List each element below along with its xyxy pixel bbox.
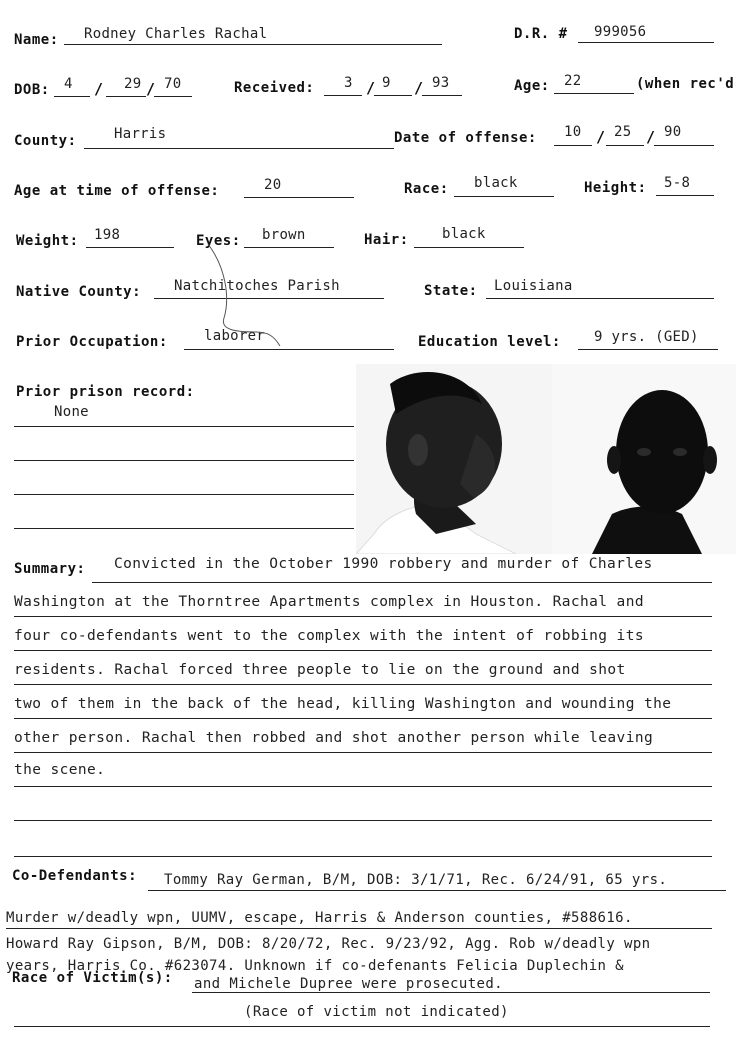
co-defendant-line-4: years, Harris Co. #623074. Unknown if co-defenants Felicia Duplechin & <box>6 958 625 974</box>
summary-underline-4 <box>14 684 712 685</box>
co-defendant-line-5: and Michele Dupree were prosecuted. <box>194 976 504 992</box>
name-label: Name: <box>14 32 59 48</box>
prior-prison-record-value: None <box>54 404 89 420</box>
co-defendants-label: Co-Defendants: <box>12 868 138 884</box>
co-defendant-underline-2 <box>6 928 712 929</box>
summary-line-7: the scene. <box>14 762 106 778</box>
received-day-line <box>374 95 412 96</box>
summary-line-2: Washington at the Thorntree Apartments complex in Houston. Rachal and <box>14 594 644 610</box>
received-day: 9 <box>382 75 391 91</box>
summary-label: Summary: <box>14 561 86 577</box>
received-month: 3 <box>344 75 353 91</box>
prior-prison-record-label: Prior prison record: <box>16 384 195 400</box>
education-level-value: 9 yrs. (GED) <box>594 329 699 345</box>
co-defendant-underline-1 <box>148 890 726 891</box>
dob-year-line <box>154 96 192 97</box>
dr-value: 999056 <box>594 24 647 40</box>
weight-label: Weight: <box>16 233 79 249</box>
county-value: Harris <box>114 126 167 142</box>
dr-underline <box>578 42 714 43</box>
received-label: Received: <box>234 80 315 96</box>
prior-record-line-2 <box>14 460 354 461</box>
eyes-value: brown <box>262 227 306 243</box>
summary-line-5: two of them in the back of the head, killing Washington and wounding the <box>14 696 672 712</box>
height-label: Height: <box>584 180 647 196</box>
race-label: Race: <box>404 181 449 197</box>
profile-mugshot <box>356 364 552 554</box>
height-value: 5-8 <box>664 175 691 191</box>
race-of-victims-underline <box>192 992 710 993</box>
state-label: State: <box>424 283 478 299</box>
dob-month-line <box>54 96 90 97</box>
dob-day-line <box>106 96 146 97</box>
summary-line-1: Convicted in the October 1990 robbery and murder of Charles <box>114 556 653 572</box>
dob-month: 4 <box>64 76 73 92</box>
county-underline <box>84 148 394 149</box>
prior-occupation-value: laborer <box>204 328 266 344</box>
education-level-underline <box>578 349 718 350</box>
age-at-offense-underline <box>244 197 354 198</box>
dob-day: 29 <box>124 76 142 92</box>
hair-label: Hair: <box>364 232 409 248</box>
dob-label: DOB: <box>14 82 50 98</box>
education-level-label: Education level: <box>418 334 561 350</box>
weight-value: 198 <box>94 227 121 243</box>
county-label: County: <box>14 133 77 149</box>
dob-year: 70 <box>164 76 182 92</box>
summary-underline-2 <box>14 616 712 617</box>
front-mugshot <box>552 364 736 554</box>
mugshot-photo-strip <box>356 364 736 554</box>
received-year-line <box>422 95 462 96</box>
race-value: black <box>474 175 518 191</box>
summary-line-6: other person. Rachal then robbed and shot another person while leaving <box>14 730 654 746</box>
summary-underline-8 <box>14 820 712 821</box>
age-underline <box>554 93 634 94</box>
prior-record-line-1 <box>14 426 354 427</box>
summary-underline-3 <box>14 650 712 651</box>
summary-line-4: residents. Rachal forced three people to lie on the ground and shot <box>14 662 626 678</box>
dr-label: D.R. # <box>514 26 568 42</box>
when-received-note: (when rec'd <box>636 76 735 92</box>
prior-occupation-label: Prior Occupation: <box>16 334 168 350</box>
eyes-label: Eyes: <box>196 233 241 249</box>
age-at-offense-value: 20 <box>264 177 282 193</box>
offense-year: 90 <box>664 124 682 140</box>
weight-underline <box>86 247 174 248</box>
age-value: 22 <box>564 73 582 89</box>
co-defendant-line-2: Murder w/deadly wpn, UUMV, escape, Harris & Anderson counties, #588616. <box>6 910 633 926</box>
hair-value: black <box>442 226 486 242</box>
date-of-offense-label: Date of offense: <box>394 130 537 146</box>
summary-underline-1 <box>92 582 712 583</box>
native-county-value: Natchitoches Parish <box>174 278 340 294</box>
offense-year-line <box>654 145 714 146</box>
co-defendant-line-3: Howard Ray Gipson, B/M, DOB: 8/20/72, Rec. 9/23/92, Agg. Rob w/deadly wpn <box>6 936 651 952</box>
state-value: Louisiana <box>494 278 573 294</box>
height-underline <box>656 195 714 196</box>
age-label: Age: <box>514 78 550 94</box>
race-underline <box>454 196 554 197</box>
summary-line-3: four co-defendants went to the complex with the intent of robbing its <box>14 628 644 644</box>
state-underline <box>486 298 714 299</box>
summary-underline-7 <box>14 786 712 787</box>
offense-month-line <box>554 145 592 146</box>
prior-record-line-4 <box>14 528 354 529</box>
race-of-victims-note: (Race of victim not indicated) <box>244 1004 509 1020</box>
native-county-label: Native County: <box>16 284 142 300</box>
name-underline <box>64 44 442 45</box>
pen-mark <box>196 238 296 350</box>
summary-underline-6 <box>14 752 712 753</box>
race-of-victims-label: Race of Victim(s): <box>12 970 173 986</box>
prior-record-line-3 <box>14 494 354 495</box>
summary-underline-9 <box>14 856 712 857</box>
co-defendant-line-1: Tommy Ray German, B/M, DOB: 3/1/71, Rec. 6/24/91, 65 yrs. <box>164 872 668 888</box>
received-month-line <box>324 95 362 96</box>
summary-underline-5 <box>14 718 712 719</box>
name-value: Rodney Charles Rachal <box>84 26 268 42</box>
offense-day-line <box>606 145 644 146</box>
race-of-victims-underline-2 <box>14 1026 710 1027</box>
age-at-offense-label: Age at time of offense: <box>14 183 220 199</box>
hair-underline <box>414 247 524 248</box>
offense-day: 25 <box>614 124 632 140</box>
offense-month: 10 <box>564 124 582 140</box>
received-year: 93 <box>432 75 450 91</box>
